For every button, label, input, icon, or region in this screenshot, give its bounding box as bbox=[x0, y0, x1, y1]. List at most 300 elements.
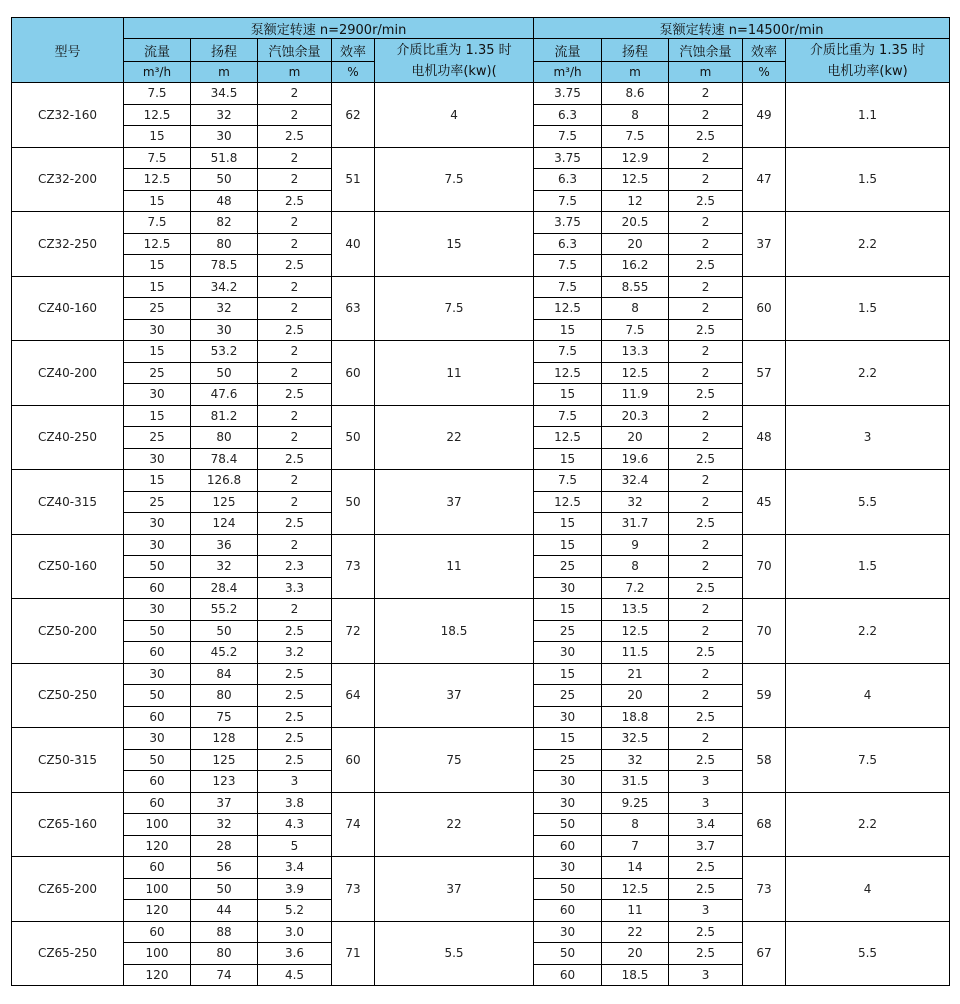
flow-cell: 12.5 bbox=[534, 298, 602, 320]
head-cell: 13.5 bbox=[602, 599, 669, 621]
header-head: 扬程 bbox=[191, 39, 258, 62]
npsh-cell: 2.5 bbox=[669, 255, 743, 277]
npsh-cell: 3.8 bbox=[258, 792, 332, 814]
flow-cell: 60 bbox=[124, 792, 191, 814]
eff-cell: 73 bbox=[743, 857, 786, 922]
flow-cell: 60 bbox=[124, 771, 191, 793]
eff-cell: 59 bbox=[743, 663, 786, 728]
flow-cell: 6.3 bbox=[534, 104, 602, 126]
flow-cell: 12.5 bbox=[534, 491, 602, 513]
flow-cell: 25 bbox=[534, 556, 602, 578]
unit-flow: m³/h bbox=[534, 62, 602, 83]
head-cell: 30 bbox=[191, 126, 258, 148]
table-row bbox=[12, 857, 950, 879]
flow-cell: 15 bbox=[534, 599, 602, 621]
unit-npsh: m bbox=[258, 62, 332, 83]
power-cell: 4 bbox=[786, 663, 950, 728]
flow-cell: 60 bbox=[124, 642, 191, 664]
eff-cell: 64 bbox=[332, 663, 375, 728]
power-cell: 1.5 bbox=[786, 147, 950, 212]
npsh-cell: 2.5 bbox=[669, 857, 743, 879]
flow-cell: 60 bbox=[124, 577, 191, 599]
flow-cell: 50 bbox=[534, 878, 602, 900]
header-npsh: 汽蚀余量 bbox=[669, 39, 743, 62]
model-cell: CZ50-315 bbox=[12, 728, 124, 793]
power-cell: 1.5 bbox=[786, 276, 950, 341]
head-cell: 9 bbox=[602, 534, 669, 556]
head-cell: 50 bbox=[191, 620, 258, 642]
flow-cell: 3.75 bbox=[534, 83, 602, 105]
flow-cell: 7.5 bbox=[534, 470, 602, 492]
head-cell: 7.5 bbox=[602, 319, 669, 341]
head-cell: 8 bbox=[602, 814, 669, 836]
npsh-cell: 2.5 bbox=[258, 663, 332, 685]
table-row bbox=[12, 728, 950, 750]
eff-cell: 47 bbox=[743, 147, 786, 212]
model-cell: CZ40-315 bbox=[12, 470, 124, 535]
npsh-cell: 2.5 bbox=[669, 319, 743, 341]
model-cell: CZ32-250 bbox=[12, 212, 124, 277]
npsh-cell: 2 bbox=[258, 83, 332, 105]
flow-cell: 60 bbox=[534, 835, 602, 857]
head-cell: 78.4 bbox=[191, 448, 258, 470]
model-cell: CZ50-250 bbox=[12, 663, 124, 728]
unit-flow: m³/h bbox=[124, 62, 191, 83]
npsh-cell: 3 bbox=[669, 900, 743, 922]
eff-cell: 71 bbox=[332, 921, 375, 986]
head-cell: 81.2 bbox=[191, 405, 258, 427]
head-cell: 9.25 bbox=[602, 792, 669, 814]
power-cell: 7.5 bbox=[786, 728, 950, 793]
header-eff: 效率 bbox=[332, 39, 375, 62]
flow-cell: 30 bbox=[124, 728, 191, 750]
table-row bbox=[12, 599, 950, 621]
model-cell: CZ40-250 bbox=[12, 405, 124, 470]
eff-cell: 40 bbox=[332, 212, 375, 277]
head-cell: 36 bbox=[191, 534, 258, 556]
head-cell: 7.5 bbox=[602, 126, 669, 148]
npsh-cell: 2 bbox=[669, 341, 743, 363]
flow-cell: 30 bbox=[534, 857, 602, 879]
flow-cell: 25 bbox=[534, 685, 602, 707]
power-cell: 22 bbox=[375, 405, 534, 470]
power-cell: 1.1 bbox=[786, 83, 950, 148]
npsh-cell: 2 bbox=[669, 104, 743, 126]
head-cell: 12.5 bbox=[602, 620, 669, 642]
head-cell: 32 bbox=[191, 814, 258, 836]
npsh-cell: 3.4 bbox=[669, 814, 743, 836]
eff-cell: 73 bbox=[332, 857, 375, 922]
power-cell: 37 bbox=[375, 857, 534, 922]
flow-cell: 12.5 bbox=[124, 169, 191, 191]
head-cell: 7 bbox=[602, 835, 669, 857]
model-cell: CZ50-160 bbox=[12, 534, 124, 599]
model-cell: CZ32-160 bbox=[12, 83, 124, 148]
flow-cell: 15 bbox=[534, 319, 602, 341]
flow-cell: 100 bbox=[124, 878, 191, 900]
flow-cell: 12.5 bbox=[534, 362, 602, 384]
flow-cell: 100 bbox=[124, 943, 191, 965]
flow-cell: 6.3 bbox=[534, 169, 602, 191]
eff-cell: 50 bbox=[332, 470, 375, 535]
flow-cell: 7.5 bbox=[534, 405, 602, 427]
eff-cell: 63 bbox=[332, 276, 375, 341]
power-cell: 2.2 bbox=[786, 341, 950, 406]
power-cell: 2.2 bbox=[786, 212, 950, 277]
power-cell: 7.5 bbox=[375, 276, 534, 341]
npsh-cell: 3.0 bbox=[258, 921, 332, 943]
unit-npsh: m bbox=[669, 62, 743, 83]
head-cell: 12.5 bbox=[602, 878, 669, 900]
npsh-cell: 2 bbox=[669, 599, 743, 621]
flow-cell: 7.5 bbox=[534, 276, 602, 298]
flow-cell: 30 bbox=[124, 513, 191, 535]
header-head: 扬程 bbox=[602, 39, 669, 62]
head-cell: 44 bbox=[191, 900, 258, 922]
npsh-cell: 2 bbox=[258, 534, 332, 556]
eff-cell: 74 bbox=[332, 792, 375, 857]
head-cell: 32.4 bbox=[602, 470, 669, 492]
npsh-cell: 2 bbox=[669, 276, 743, 298]
flow-cell: 60 bbox=[124, 921, 191, 943]
npsh-cell: 3.2 bbox=[258, 642, 332, 664]
head-cell: 125 bbox=[191, 491, 258, 513]
head-cell: 18.5 bbox=[602, 964, 669, 986]
flow-cell: 30 bbox=[534, 642, 602, 664]
npsh-cell: 2.5 bbox=[669, 642, 743, 664]
flow-cell: 50 bbox=[124, 620, 191, 642]
npsh-cell: 2.5 bbox=[669, 749, 743, 771]
eff-cell: 72 bbox=[332, 599, 375, 664]
npsh-cell: 3 bbox=[669, 792, 743, 814]
model-cell: CZ65-250 bbox=[12, 921, 124, 986]
flow-cell: 7.5 bbox=[534, 255, 602, 277]
power-cell: 5.5 bbox=[786, 470, 950, 535]
npsh-cell: 2 bbox=[258, 362, 332, 384]
npsh-cell: 2 bbox=[669, 362, 743, 384]
npsh-cell: 2 bbox=[258, 298, 332, 320]
power-cell: 15 bbox=[375, 212, 534, 277]
npsh-cell: 4.5 bbox=[258, 964, 332, 986]
npsh-cell: 2 bbox=[258, 233, 332, 255]
npsh-cell: 2 bbox=[258, 405, 332, 427]
head-cell: 80 bbox=[191, 233, 258, 255]
header-power-line2: 电机功率(kw) bbox=[827, 63, 908, 79]
npsh-cell: 2 bbox=[669, 556, 743, 578]
npsh-cell: 2 bbox=[669, 233, 743, 255]
npsh-cell: 2.5 bbox=[669, 943, 743, 965]
npsh-cell: 2 bbox=[258, 599, 332, 621]
npsh-cell: 2 bbox=[258, 147, 332, 169]
head-cell: 28 bbox=[191, 835, 258, 857]
flow-cell: 7.5 bbox=[534, 341, 602, 363]
npsh-cell: 2 bbox=[258, 427, 332, 449]
head-cell: 50 bbox=[191, 169, 258, 191]
head-cell: 20 bbox=[602, 233, 669, 255]
npsh-cell: 2 bbox=[669, 728, 743, 750]
header-group-14500: 泵额定转速 n=14500r/min bbox=[534, 18, 950, 39]
eff-cell: 60 bbox=[332, 728, 375, 793]
npsh-cell: 2 bbox=[669, 212, 743, 234]
eff-cell: 67 bbox=[743, 921, 786, 986]
head-cell: 8.6 bbox=[602, 83, 669, 105]
head-cell: 75 bbox=[191, 706, 258, 728]
eff-cell: 58 bbox=[743, 728, 786, 793]
model-cell: CZ32-200 bbox=[12, 147, 124, 212]
head-cell: 32 bbox=[191, 556, 258, 578]
power-cell: 2.2 bbox=[786, 599, 950, 664]
npsh-cell: 2.5 bbox=[669, 513, 743, 535]
power-cell: 5.5 bbox=[375, 921, 534, 986]
npsh-cell: 2 bbox=[258, 491, 332, 513]
head-cell: 12.9 bbox=[602, 147, 669, 169]
head-cell: 32 bbox=[191, 104, 258, 126]
head-cell: 56 bbox=[191, 857, 258, 879]
power-cell: 5.5 bbox=[786, 921, 950, 986]
power-cell: 7.5 bbox=[375, 147, 534, 212]
flow-cell: 30 bbox=[534, 577, 602, 599]
head-cell: 19.6 bbox=[602, 448, 669, 470]
eff-cell: 73 bbox=[332, 534, 375, 599]
npsh-cell: 2.5 bbox=[258, 749, 332, 771]
table-body bbox=[12, 83, 950, 986]
head-cell: 8 bbox=[602, 298, 669, 320]
unit-head: m bbox=[602, 62, 669, 83]
head-cell: 11 bbox=[602, 900, 669, 922]
head-cell: 21 bbox=[602, 663, 669, 685]
header-group-2900: 泵额定转速 n=2900r/min bbox=[124, 18, 534, 39]
table-row bbox=[12, 792, 950, 814]
flow-cell: 120 bbox=[124, 835, 191, 857]
npsh-cell: 2 bbox=[669, 405, 743, 427]
npsh-cell: 2.5 bbox=[258, 448, 332, 470]
flow-cell: 3.75 bbox=[534, 212, 602, 234]
flow-cell: 15 bbox=[534, 534, 602, 556]
head-cell: 20.3 bbox=[602, 405, 669, 427]
head-cell: 50 bbox=[191, 362, 258, 384]
head-cell: 22 bbox=[602, 921, 669, 943]
npsh-cell: 2.5 bbox=[669, 878, 743, 900]
flow-cell: 15 bbox=[534, 384, 602, 406]
head-cell: 30 bbox=[191, 319, 258, 341]
header-model: 型号 bbox=[12, 18, 124, 83]
head-cell: 12.5 bbox=[602, 169, 669, 191]
flow-cell: 15 bbox=[124, 341, 191, 363]
npsh-cell: 2.5 bbox=[258, 255, 332, 277]
flow-cell: 60 bbox=[124, 706, 191, 728]
eff-cell: 70 bbox=[743, 534, 786, 599]
power-cell: 11 bbox=[375, 534, 534, 599]
eff-cell: 57 bbox=[743, 341, 786, 406]
flow-cell: 12.5 bbox=[124, 233, 191, 255]
npsh-cell: 2 bbox=[669, 169, 743, 191]
head-cell: 45.2 bbox=[191, 642, 258, 664]
head-cell: 78.5 bbox=[191, 255, 258, 277]
flow-cell: 30 bbox=[534, 921, 602, 943]
eff-cell: 51 bbox=[332, 147, 375, 212]
npsh-cell: 2.5 bbox=[258, 319, 332, 341]
flow-cell: 7.5 bbox=[124, 147, 191, 169]
npsh-cell: 3.7 bbox=[669, 835, 743, 857]
head-cell: 8.55 bbox=[602, 276, 669, 298]
header-eff: 效率 bbox=[743, 39, 786, 62]
head-cell: 51.8 bbox=[191, 147, 258, 169]
table-row bbox=[12, 341, 950, 363]
power-cell: 37 bbox=[375, 470, 534, 535]
flow-cell: 15 bbox=[124, 190, 191, 212]
flow-cell: 50 bbox=[534, 814, 602, 836]
flow-cell: 15 bbox=[534, 448, 602, 470]
table-row bbox=[12, 470, 950, 492]
head-cell: 32 bbox=[602, 749, 669, 771]
header-power-line1: 介质比重为 1.35 时 bbox=[809, 42, 926, 58]
flow-cell: 7.5 bbox=[534, 190, 602, 212]
head-cell: 84 bbox=[191, 663, 258, 685]
npsh-cell: 2.5 bbox=[258, 728, 332, 750]
flow-cell: 100 bbox=[124, 814, 191, 836]
head-cell: 32 bbox=[191, 298, 258, 320]
npsh-cell: 3.4 bbox=[258, 857, 332, 879]
flow-cell: 30 bbox=[534, 792, 602, 814]
head-cell: 20 bbox=[602, 427, 669, 449]
npsh-cell: 3.3 bbox=[258, 577, 332, 599]
flow-cell: 25 bbox=[124, 427, 191, 449]
table-row bbox=[12, 212, 950, 234]
npsh-cell: 4.3 bbox=[258, 814, 332, 836]
header-power-line2: 电机功率(kw)( bbox=[411, 63, 497, 79]
power-cell: 3 bbox=[786, 405, 950, 470]
flow-cell: 25 bbox=[534, 749, 602, 771]
flow-cell: 30 bbox=[534, 706, 602, 728]
flow-cell: 15 bbox=[124, 470, 191, 492]
eff-cell: 62 bbox=[332, 83, 375, 148]
table-row bbox=[12, 921, 950, 943]
flow-cell: 12.5 bbox=[124, 104, 191, 126]
head-cell: 82 bbox=[191, 212, 258, 234]
npsh-cell: 2 bbox=[258, 169, 332, 191]
npsh-cell: 2.5 bbox=[258, 126, 332, 148]
header-npsh: 汽蚀余量 bbox=[258, 39, 332, 62]
table-row bbox=[12, 534, 950, 556]
model-cell: CZ40-160 bbox=[12, 276, 124, 341]
eff-cell: 45 bbox=[743, 470, 786, 535]
table-row bbox=[12, 83, 950, 105]
head-cell: 126.8 bbox=[191, 470, 258, 492]
head-cell: 13.3 bbox=[602, 341, 669, 363]
power-cell: 4 bbox=[786, 857, 950, 922]
npsh-cell: 2 bbox=[669, 470, 743, 492]
header-power bbox=[375, 39, 534, 83]
npsh-cell: 2 bbox=[258, 104, 332, 126]
head-cell: 80 bbox=[191, 685, 258, 707]
head-cell: 14 bbox=[602, 857, 669, 879]
flow-cell: 3.75 bbox=[534, 147, 602, 169]
npsh-cell: 2.5 bbox=[669, 448, 743, 470]
flow-cell: 50 bbox=[124, 685, 191, 707]
model-cell: CZ65-160 bbox=[12, 792, 124, 857]
flow-cell: 15 bbox=[124, 255, 191, 277]
npsh-cell: 2.5 bbox=[258, 620, 332, 642]
flow-cell: 120 bbox=[124, 964, 191, 986]
head-cell: 20 bbox=[602, 943, 669, 965]
head-cell: 55.2 bbox=[191, 599, 258, 621]
head-cell: 18.8 bbox=[602, 706, 669, 728]
head-cell: 47.6 bbox=[191, 384, 258, 406]
power-cell: 1.5 bbox=[786, 534, 950, 599]
npsh-cell: 2 bbox=[669, 147, 743, 169]
head-cell: 11.9 bbox=[602, 384, 669, 406]
table-row bbox=[12, 276, 950, 298]
head-cell: 123 bbox=[191, 771, 258, 793]
npsh-cell: 3 bbox=[669, 964, 743, 986]
flow-cell: 30 bbox=[124, 599, 191, 621]
unit-eff: % bbox=[332, 62, 375, 83]
power-cell: 75 bbox=[375, 728, 534, 793]
head-cell: 12.5 bbox=[602, 362, 669, 384]
flow-cell: 15 bbox=[534, 663, 602, 685]
npsh-cell: 5.2 bbox=[258, 900, 332, 922]
npsh-cell: 2 bbox=[669, 83, 743, 105]
npsh-cell: 2.5 bbox=[669, 921, 743, 943]
flow-cell: 6.3 bbox=[534, 233, 602, 255]
head-cell: 28.4 bbox=[191, 577, 258, 599]
flow-cell: 30 bbox=[124, 534, 191, 556]
model-cell: CZ50-200 bbox=[12, 599, 124, 664]
flow-cell: 7.5 bbox=[534, 126, 602, 148]
npsh-cell: 2.5 bbox=[258, 384, 332, 406]
power-cell: 18.5 bbox=[375, 599, 534, 664]
head-cell: 12 bbox=[602, 190, 669, 212]
power-cell: 2.2 bbox=[786, 792, 950, 857]
head-cell: 125 bbox=[191, 749, 258, 771]
head-cell: 8 bbox=[602, 104, 669, 126]
power-cell: 22 bbox=[375, 792, 534, 857]
npsh-cell: 2 bbox=[258, 341, 332, 363]
npsh-cell: 5 bbox=[258, 835, 332, 857]
flow-cell: 15 bbox=[124, 126, 191, 148]
npsh-cell: 2 bbox=[258, 276, 332, 298]
head-cell: 31.5 bbox=[602, 771, 669, 793]
npsh-cell: 3 bbox=[258, 771, 332, 793]
head-cell: 20.5 bbox=[602, 212, 669, 234]
flow-cell: 60 bbox=[534, 900, 602, 922]
flow-cell: 30 bbox=[124, 663, 191, 685]
npsh-cell: 2.5 bbox=[669, 190, 743, 212]
eff-cell: 60 bbox=[743, 276, 786, 341]
npsh-cell: 2.5 bbox=[669, 706, 743, 728]
flow-cell: 7.5 bbox=[124, 212, 191, 234]
npsh-cell: 2.5 bbox=[258, 513, 332, 535]
flow-cell: 15 bbox=[124, 276, 191, 298]
model-cell: CZ40-200 bbox=[12, 341, 124, 406]
unit-eff: % bbox=[743, 62, 786, 83]
header-power bbox=[786, 39, 950, 83]
npsh-cell: 2.3 bbox=[258, 556, 332, 578]
npsh-cell: 2.5 bbox=[669, 577, 743, 599]
head-cell: 31.7 bbox=[602, 513, 669, 535]
npsh-cell: 2.5 bbox=[258, 706, 332, 728]
table-row bbox=[12, 147, 950, 169]
npsh-cell: 2 bbox=[669, 620, 743, 642]
eff-cell: 37 bbox=[743, 212, 786, 277]
eff-cell: 68 bbox=[743, 792, 786, 857]
head-cell: 11.5 bbox=[602, 642, 669, 664]
npsh-cell: 3.6 bbox=[258, 943, 332, 965]
head-cell: 128 bbox=[191, 728, 258, 750]
flow-cell: 30 bbox=[124, 448, 191, 470]
head-cell: 88 bbox=[191, 921, 258, 943]
head-cell: 16.2 bbox=[602, 255, 669, 277]
